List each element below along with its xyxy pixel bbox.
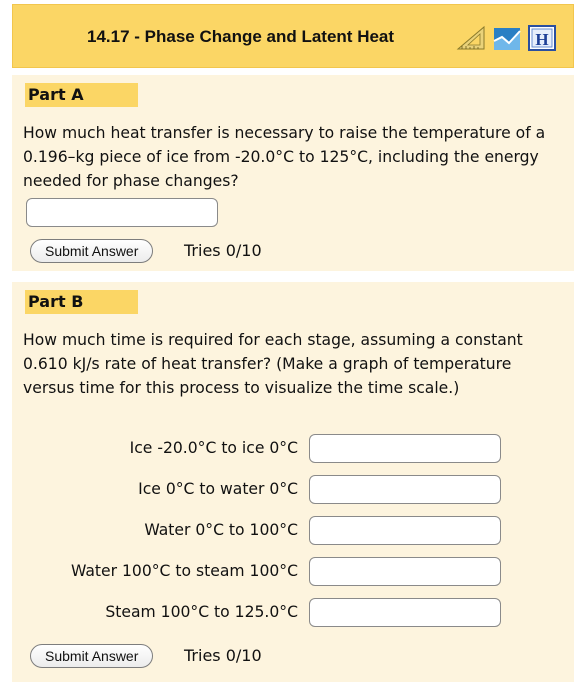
- row-label-water-boil: Water 100°C to steam 100°C: [70, 562, 298, 580]
- part-a-submit-button[interactable]: Submit Answer: [30, 239, 153, 263]
- row-input-steam-heat[interactable]: [309, 598, 501, 627]
- row-input-water-boil[interactable]: [309, 557, 501, 586]
- problem-header: [12, 4, 574, 68]
- part-b-submit-button[interactable]: Submit Answer: [30, 644, 153, 668]
- row-label-water-heat: Water 0°C to 100°C: [144, 521, 298, 539]
- problem-title: 14.17 - Phase Change and Latent Heat: [87, 27, 395, 46]
- row-label-steam-heat: Steam 100°C to 125.0°C: [105, 603, 298, 621]
- part-b-label: Part B: [25, 290, 138, 314]
- row-input-ice-melt[interactable]: [309, 475, 501, 504]
- chart-icon[interactable]: [493, 25, 521, 51]
- part-b-panel: [12, 282, 574, 682]
- part-a-tries: Tries 0/10: [184, 241, 262, 260]
- part-b-question: How much time is required for each stage, assuming a constant 0.610 kJ/s rate of heat transfer? (Make a graph of temperature versus time for this process to visualize the time scale.): [23, 331, 523, 397]
- hint-letter: H: [535, 30, 549, 49]
- row-input-ice-warm[interactable]: [309, 434, 501, 463]
- part-a-label: Part A: [25, 83, 138, 107]
- ruler-triangle-icon[interactable]: [456, 25, 486, 51]
- part-a-answer-input[interactable]: [26, 198, 218, 227]
- row-label-ice-melt: Ice 0°C to water 0°C: [138, 480, 298, 498]
- part-a-question: How much heat transfer is necessary to raise the temperature of a 0.196–kg piece of ice from -20.0°C to 125°C, including the energy needed for phase changes?: [23, 124, 546, 190]
- part-a-panel: [12, 75, 574, 271]
- part-b-tries: Tries 0/10: [184, 646, 262, 665]
- row-label-ice-warm: Ice -20.0°C to ice 0°C: [129, 439, 298, 457]
- hint-icon[interactable]: [528, 25, 556, 51]
- row-input-water-heat[interactable]: [309, 516, 501, 545]
